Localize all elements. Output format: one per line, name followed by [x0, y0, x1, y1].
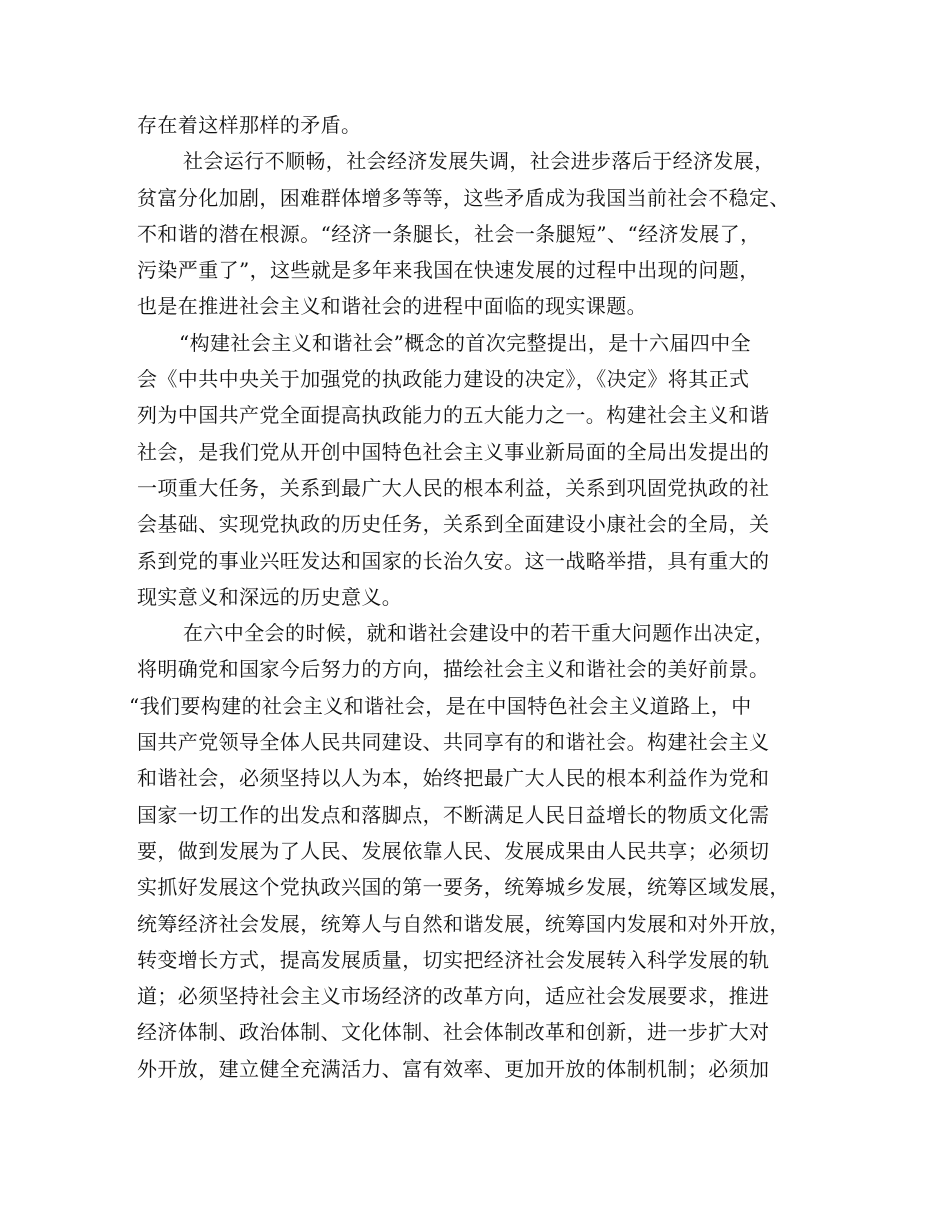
quote-start-line: “我们要构建的社会主义和谐社会，是在中国特色社会主义道路上，中: [129, 693, 752, 718]
text-line: 会基础、实现党执政的历史任务，关系到全面建设小康社会的全局，关: [137, 512, 770, 537]
text-line: 列为中国共产党全面提高执政能力的五大能力之一。构建社会主义和谐: [137, 403, 770, 428]
text-line: 系到党的事业兴旺发达和国家的长治久安。这一战略举措，具有重大的: [137, 548, 770, 573]
text-line: 社会，是我们党从开创中国特色社会主义事业新局面的全局出发提出的: [137, 439, 770, 464]
text-line: 也是在推进社会主义和谐社会的进程中面临的现实课题。: [137, 294, 647, 319]
text-line: 国家一切工作的出发点和落脚点，不断满足人民日益增长的物质文化需: [137, 802, 770, 827]
text-line: 不和谐的潜在根源。“经济一条腿长，社会一条腿短”、“经济发展了，: [137, 221, 761, 246]
paragraph-start-line: 社会运行不顺畅，社会经济发展失调，社会进步落后于经济发展，: [183, 149, 775, 174]
text-line: 经济体制、政治体制、文化体制、社会体制改革和创新，进一步扩大对: [137, 1020, 770, 1045]
text-line: 外开放，建立健全充满活力、富有效率、更加开放的体制机制；必须加: [137, 1056, 770, 1081]
text-line: 污染严重了”，这些就是多年来我国在快速发展的过程中出现的问题，: [137, 258, 760, 283]
text-line: 现实意义和深远的历史意义。: [137, 584, 403, 609]
text-line: 道；必须坚持社会主义市场经济的改革方向，适应社会发展要求，推进: [137, 984, 770, 1009]
text-line: 和谐社会，必须坚持以人为本，始终把最广大人民的根本利益作为党和: [137, 766, 770, 791]
text-line: 要，做到发展为了人民、发展依靠人民、发展成果由人民共享；必须切: [137, 838, 770, 863]
text-line: 贫富分化加剧，困难群体增多等等，这些矛盾成为我国当前社会不稳定、: [137, 185, 790, 210]
body-text: [129, 107, 817, 1087]
text-line: 转变增长方式，提高发展质量，切实把经济社会发展转入科学发展的轨: [137, 947, 770, 972]
text-line: 一项重大任务，关系到最广大人民的根本利益，关系到巩固党执政的社: [137, 475, 770, 500]
text-line: 将明确党和国家今后努力的方向，描绘社会主义和谐社会的美好前景。: [137, 657, 770, 682]
paragraph-start-line: 在六中全会的时候，就和谐社会建设中的若干重大问题作出决定，: [183, 621, 775, 646]
text-line: 实抓好发展这个党执政兴国的第一要务，统筹城乡发展，统筹区域发展，: [137, 875, 790, 900]
text-line: 国共产党领导全体人民共同建设、共同享有的和谐社会。构建社会主义: [137, 730, 770, 755]
paragraph-start-line: “构建社会主义和谐社会”概念的首次完整提出，是十六届四中全: [179, 330, 752, 355]
text-line: 会《中共中央关于加强党的执政能力建设的决定》，《决定》将其正式: [137, 367, 750, 392]
text-line: 统筹经济社会发展，统筹人与自然和谐发展，统筹国内发展和对外开放，: [137, 911, 790, 936]
text-line: 存在着这样那样的矛盾。: [137, 113, 362, 137]
